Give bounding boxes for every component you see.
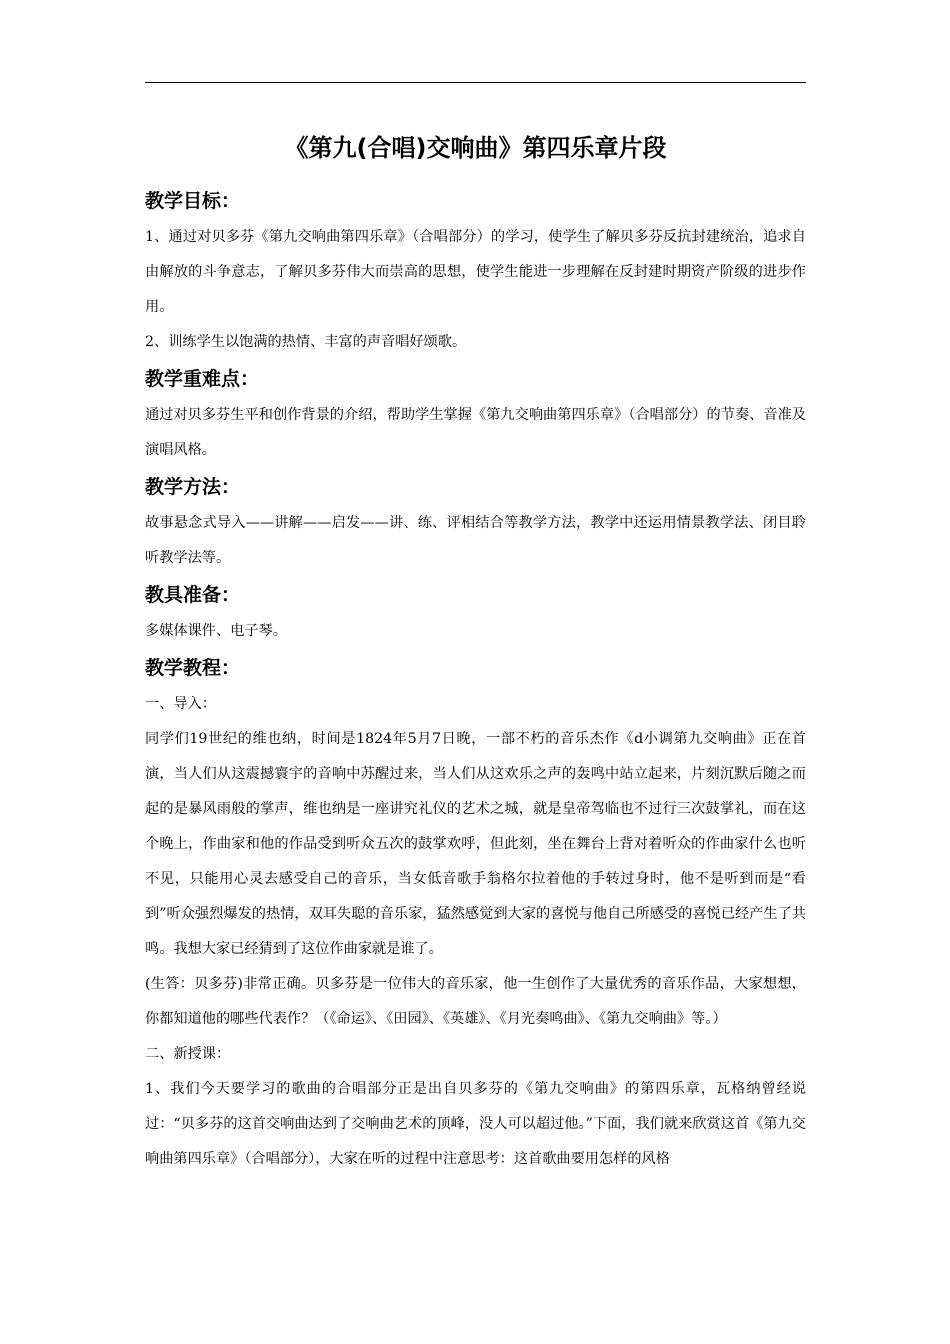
objectives-paragraph-1: 1、通过对贝多芬《第九交响曲第四乐章》（合唱部分）的学习，使学生了解贝多芬反抗封建统治，追求自由解放的斗争意志，了解贝多芬伟大而崇高的思想，使学生能进一步理解在反封建时期资产阶级的进步作用。 (145, 229, 806, 315)
section-heading-methods: 教学方法： (145, 476, 241, 498)
header-rule (145, 82, 806, 83)
section-heading-process: 教学教程： (145, 657, 241, 679)
intro-label: 一、导入： (145, 696, 216, 712)
new-lesson-paragraph: 1、我们今天要学习的歌曲的合唱部分正是出自贝多芬的《第九交响曲》的第四乐章，瓦格纳曾经说过：“贝多芬的这首交响曲达到了交响曲艺术的顶峰，没人可以超过他。”下面，我们就来欣赏这首《第九交响曲第四乐章》（合唱部分），大家在听的过程中注意思考：这首歌曲要用怎样的风格 (145, 1081, 806, 1167)
new-lesson-label: 二、新授课： (145, 1046, 231, 1062)
document-body (145, 182, 806, 1177)
methods-paragraph: 故事悬念式导入——讲解——启发——讲、练、评相结合等教学方法，教学中还运用情景教学法、闭目聆听教学法等。 (145, 515, 806, 566)
intro-paragraph: 同学们19世纪的维也纳，时间是1824年5月7日晚，一部不朽的音乐杰作《d小调第九交响曲》正在首演，当人们从这震撼寰宇的音响中苏醒过来，当人们从这欢乐之声的轰鸣中站立起来，片刻沉默后随之而起的是暴风雨般的掌声，维也纳是一座讲究礼仪的艺术之城，就是皇帝驾临也不过行三次鼓掌礼，而在这个晚上，作曲家和他的作品受到听众五次的鼓掌欢呼，但此刻，坐在舞台上背对着听众的作曲家什么也听不见，只能用心灵去感受自己的音乐，当女低音歌手翁格尔拉着他的手转过身时，他不是听到而是“看到”听众强烈爆发的热情，双耳失聪的音乐家，猛然感觉到大家的喜悦与他自己所感受的喜悦已经产生了共鸣。我想大家已经猜到了这位作曲家就是谁了。 (145, 731, 806, 957)
answer-paragraph: (生答：贝多芬)非常正确。贝多芬是一位伟大的音乐家，他一生创作了大量优秀的音乐作品，大家想想，你都知道他的哪些代表作？（《命运》、《田园》、《英雄》、《月光奏鸣曲》、《第九交响曲》等。） (145, 976, 806, 1027)
objectives-paragraph-2: 2、训练学生以饱满的热情、丰富的声音唱好颂歌。 (145, 334, 467, 350)
section-heading-objectives: 教学目标： (145, 190, 241, 212)
materials-paragraph: 多媒体课件、电子琴。 (145, 623, 287, 639)
section-heading-key-points: 教学重难点： (145, 368, 260, 390)
section-heading-materials: 教具准备： (145, 584, 241, 606)
key-points-paragraph: 通过对贝多芬生平和创作背景的介绍，帮助学生掌握《第九交响曲第四乐章》（合唱部分）的节奏、音准及演唱风格。 (145, 407, 806, 458)
document-title: 《第九(合唱)交响曲》第四乐章片段 (284, 134, 667, 162)
